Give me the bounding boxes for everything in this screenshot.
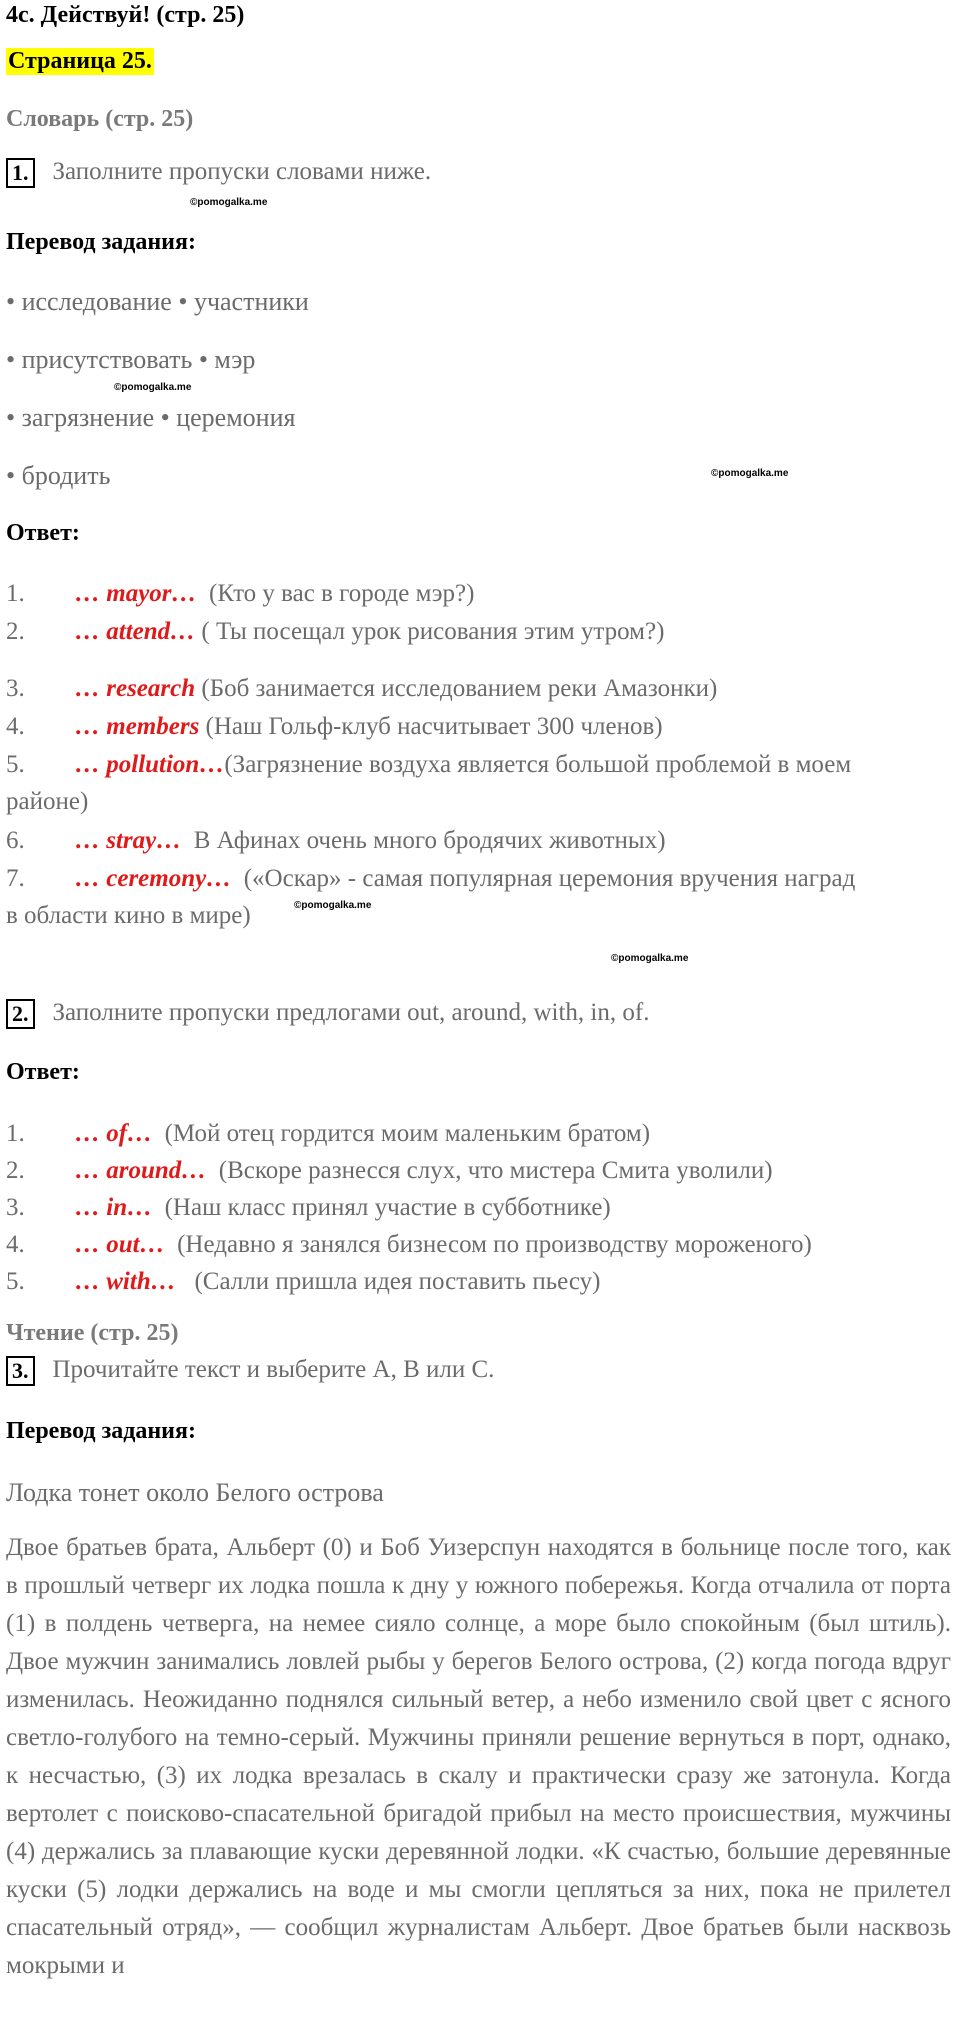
watermark: ©pomogalka.me (190, 197, 268, 208)
page-label-highlight: Страница 25. (8, 48, 152, 74)
task-2-number: 2. (6, 999, 35, 1029)
answer-word: … attend… (75, 618, 196, 645)
answer-number: 1. (6, 580, 25, 607)
answer-translation: В Афинах очень много бродячих животных) (193, 827, 666, 854)
translation-heading-1: Перевод задания: (6, 229, 196, 255)
answer-word: … mayor… (75, 580, 197, 607)
watermark: ©pomogalka.me (711, 468, 789, 479)
answer-word: … stray… (75, 827, 182, 854)
word-line: • загрязнение • церемония (6, 403, 296, 432)
watermark: ©pomogalka.me (114, 382, 192, 393)
task-3-text: Прочитайте текст и выберите A, B или C. (52, 1356, 495, 1383)
page-title: 4c. Действуй! (стр. 25) (6, 2, 245, 28)
answer-number: 6. (6, 827, 25, 854)
answer-translation: (Недавно я занялся бизнесом по производству мороженого) (177, 1231, 812, 1258)
answer-translation: (Загрязнение воздуха является большой проблемой в моем (224, 751, 852, 778)
answer-row (6, 1226, 956, 1263)
translation-heading-3: Перевод задания: (6, 1418, 196, 1444)
story-text: Двое братьев брата, Альберт (0) и Боб Уизерспун находятся в больнице после того, как в прошлый четверг их лодка пошла к дну у южного побережья. Когда отчалила от порта (1) в полдень четверга, на немее сияло солнце, а море было спокойным (был штиль). Двое мужчин занимались ловлей рыбы у берегов Белого острова, (2) когда погода вдруг изменилась. Неожиданно поднялся сильный ветер, а небо изменило свой цвет с ясного светло-голубого на темно-серый. Мужчины приняли решение вернуться в порт, однако, к несчастью, (3) их лодка врезалась в скалу и практически сразу же затонула. Когда вертолет с поисково-спасательной бригадой прибыл на место происшествия, мужчины (4) держались за плавающие куски деревянной лодки. «К счастью, большие деревянные куски (5) лодки держались на воде и мы смогли цепляться за них, пока не прилетел спасательный отряд», — сообщил журналистам Альберт. Двое братьев были насквозь мокрыми и (6, 1534, 951, 1979)
watermark: ©pomogalka.me (294, 900, 372, 911)
answer-translation: (Мой отец гордится моим маленьким братом) (164, 1120, 651, 1147)
answer-row (6, 860, 956, 934)
task-1-number: 1. (6, 158, 35, 188)
word-line: • исследование • участники (6, 287, 309, 316)
answer-translation: («Оскар» - самая популярная церемония вручения наград (243, 865, 856, 892)
answer-translation: (Вскоре разнесся слух, что мистера Смита уволили) (218, 1157, 773, 1184)
answer-translation: (Салли пришла идея поставить пьесу) (194, 1268, 601, 1295)
answer-word: … of… (75, 1120, 153, 1147)
answer-translation: (Кто у вас в городе мэр?) (209, 580, 475, 607)
answer-number: 1. (6, 1120, 25, 1147)
task-2-text: Заполните пропуски предлогами out, around, with, in, of. (52, 999, 650, 1026)
answer-row (6, 613, 956, 650)
answer-number: 3. (6, 1194, 25, 1221)
story-title: Лодка тонет около Белого острова (6, 1478, 384, 1507)
answer-number: 7. (6, 865, 25, 892)
watermark: ©pomogalka.me (611, 953, 689, 964)
answer-number: 4. (6, 713, 25, 740)
answer-number: 2. (6, 618, 25, 645)
answer-row (6, 1115, 956, 1152)
answer-heading-1: Ответ: (6, 520, 80, 546)
answer-row (6, 670, 956, 707)
answer-row (6, 708, 956, 745)
answer-word: … out… (75, 1231, 165, 1258)
task-3 (6, 1356, 494, 1386)
answer-translation: (Наш класс принял участие в субботнике) (164, 1194, 611, 1221)
answer-row (6, 1263, 956, 1300)
word-line: • присутствовать • мэр (6, 345, 256, 374)
vocab-heading: Словарь (стр. 25) (6, 106, 194, 132)
task-2 (6, 999, 649, 1029)
answer-word: … around… (75, 1157, 207, 1184)
answer-translation-cont: в области кино в мире) (6, 902, 251, 929)
answer-word: … in… (75, 1194, 153, 1221)
task-1 (6, 158, 431, 188)
answer-word: … pollution… (75, 751, 225, 778)
reading-heading: Чтение (стр. 25) (6, 1320, 179, 1346)
answer-word: … research (75, 675, 196, 702)
answer-row (6, 575, 956, 612)
answer-word: … members (75, 713, 200, 740)
answer-number: 5. (6, 751, 25, 778)
answer-word: … with… (75, 1268, 176, 1295)
answer-translation: (Боб занимается исследованием реки Амазонки) (201, 675, 718, 702)
answer-number: 2. (6, 1157, 25, 1184)
answer-heading-2: Ответ: (6, 1059, 80, 1085)
answer-word: … ceremony… (75, 865, 232, 892)
answer-translation-cont: районе) (6, 788, 89, 815)
page-label (6, 48, 154, 75)
answer-translation: (Наш Гольф-клуб насчитывает 300 членов) (205, 713, 663, 740)
answer-row (6, 822, 956, 859)
answer-row (6, 746, 956, 820)
answer-row (6, 1189, 956, 1226)
task-1-text: Заполните пропуски словами ниже. (52, 158, 432, 185)
answer-number: 3. (6, 675, 25, 702)
word-line: • бродить (6, 461, 111, 490)
answer-row (6, 1152, 956, 1189)
answer-number: 5. (6, 1268, 25, 1295)
answer-number: 4. (6, 1231, 25, 1258)
answer-translation: ( Ты посещал урок рисования этим утром?) (201, 618, 665, 645)
task-3-number: 3. (6, 1356, 35, 1386)
